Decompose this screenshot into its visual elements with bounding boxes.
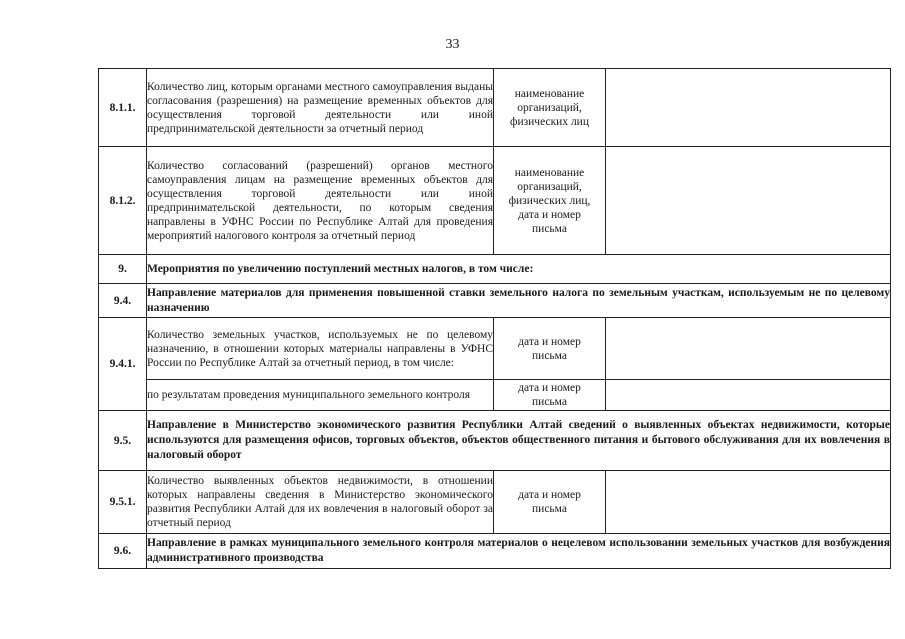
row-description: по результатам проведения муниципального земельного контроля: [147, 380, 494, 411]
row-unit: [494, 147, 606, 255]
row-value-cell: [606, 69, 891, 147]
section-heading: Мероприятия по увеличению поступлений местных налогов, в том числе:: [147, 255, 891, 284]
row-description: Количество лиц, которым органами местного самоуправления выданы согласования (разрешения) на размещение временных объектов для осуществления торговой деятельности или иной предпринимательской деятельности за отчетный период: [147, 69, 494, 147]
row-number: 9.4.1.: [99, 318, 147, 411]
table-row-8-1-2: [99, 147, 891, 255]
unit-line: письма: [532, 349, 567, 362]
row-unit: [494, 380, 606, 411]
unit-line: наименование: [514, 87, 585, 100]
unit-line: наименование: [514, 166, 585, 179]
row-value-cell: [606, 471, 891, 534]
row-number: 8.1.2.: [99, 147, 147, 255]
row-value-cell: [606, 318, 891, 380]
unit-line: дата и номер: [518, 382, 581, 394]
row-number: 9.: [99, 255, 147, 284]
unit-line: письма: [532, 222, 567, 235]
section-heading: Направление в Министерство экономического развития Республики Алтай сведений о выявленных объектах недвижимости, которые используются для размещения офисов, торговых объектов, объектов общественного питания и бытового обслуживания для их вовлечения в налоговый оборот: [147, 411, 891, 471]
indicators-table: [98, 68, 891, 569]
unit-line: физических лиц: [510, 115, 589, 128]
section-heading: Направление в рамках муниципального земельного контроля материалов о нецелевом использовании земельных участков для возбуждения административного производства: [147, 534, 891, 569]
row-description: Количество земельных участков, используемых не по целевому назначению, в отношении которых материалы направлены в УФНС России по Республике Алтай за отчетный период, в том числе:: [147, 318, 494, 380]
row-number: 9.5.: [99, 411, 147, 471]
row-value-cell: [606, 147, 891, 255]
unit-line: дата и номер: [518, 489, 581, 501]
row-description: Количество выявленных объектов недвижимости, в отношении которых направлены сведения в Министерство экономического развития Республики Алтай для их вовлечения в налоговый оборот за отчетный период: [147, 471, 494, 534]
table-row-9: [99, 255, 891, 284]
unit-line: письма: [532, 503, 567, 515]
row-number: 9.4.: [99, 284, 147, 318]
unit-line: организаций,: [517, 101, 582, 114]
unit-line: физических лиц,: [508, 194, 591, 207]
row-unit: [494, 69, 606, 147]
unit-line: дата и номер: [518, 335, 581, 348]
table-row-9-6: [99, 534, 891, 569]
table-row-9-4: [99, 284, 891, 318]
table-row-9-4-1: [99, 318, 891, 380]
row-unit: [494, 318, 606, 380]
row-unit: [494, 471, 606, 534]
row-number: 9.5.1.: [99, 471, 147, 534]
table-row-9-4-1-sub: [99, 380, 891, 411]
row-number: 9.6.: [99, 534, 147, 569]
row-number: 8.1.1.: [99, 69, 147, 147]
row-value-cell: [606, 380, 891, 411]
page-number: 33: [445, 37, 460, 52]
table-row-9-5: [99, 411, 891, 471]
unit-line: дата и номер: [518, 208, 581, 221]
unit-line: письма: [532, 396, 567, 408]
table-row-8-1-1: [99, 69, 891, 147]
unit-line: организаций,: [517, 180, 582, 193]
table-row-9-5-1: [99, 471, 891, 534]
section-heading: Направление материалов для применения повышенной ставки земельного налога по земельным участкам, используемым не по целевому назначению: [147, 284, 891, 318]
row-description: Количество согласований (разрешений) органов местного самоуправления лицам на размещение временных объектов для осуществления торговой деятельности или иной предпринимательской деятельности, по которым сведения направлены в УФНС России по Республике Алтай для проведения мероприятий налогового контроля за отчетный период: [147, 147, 494, 255]
